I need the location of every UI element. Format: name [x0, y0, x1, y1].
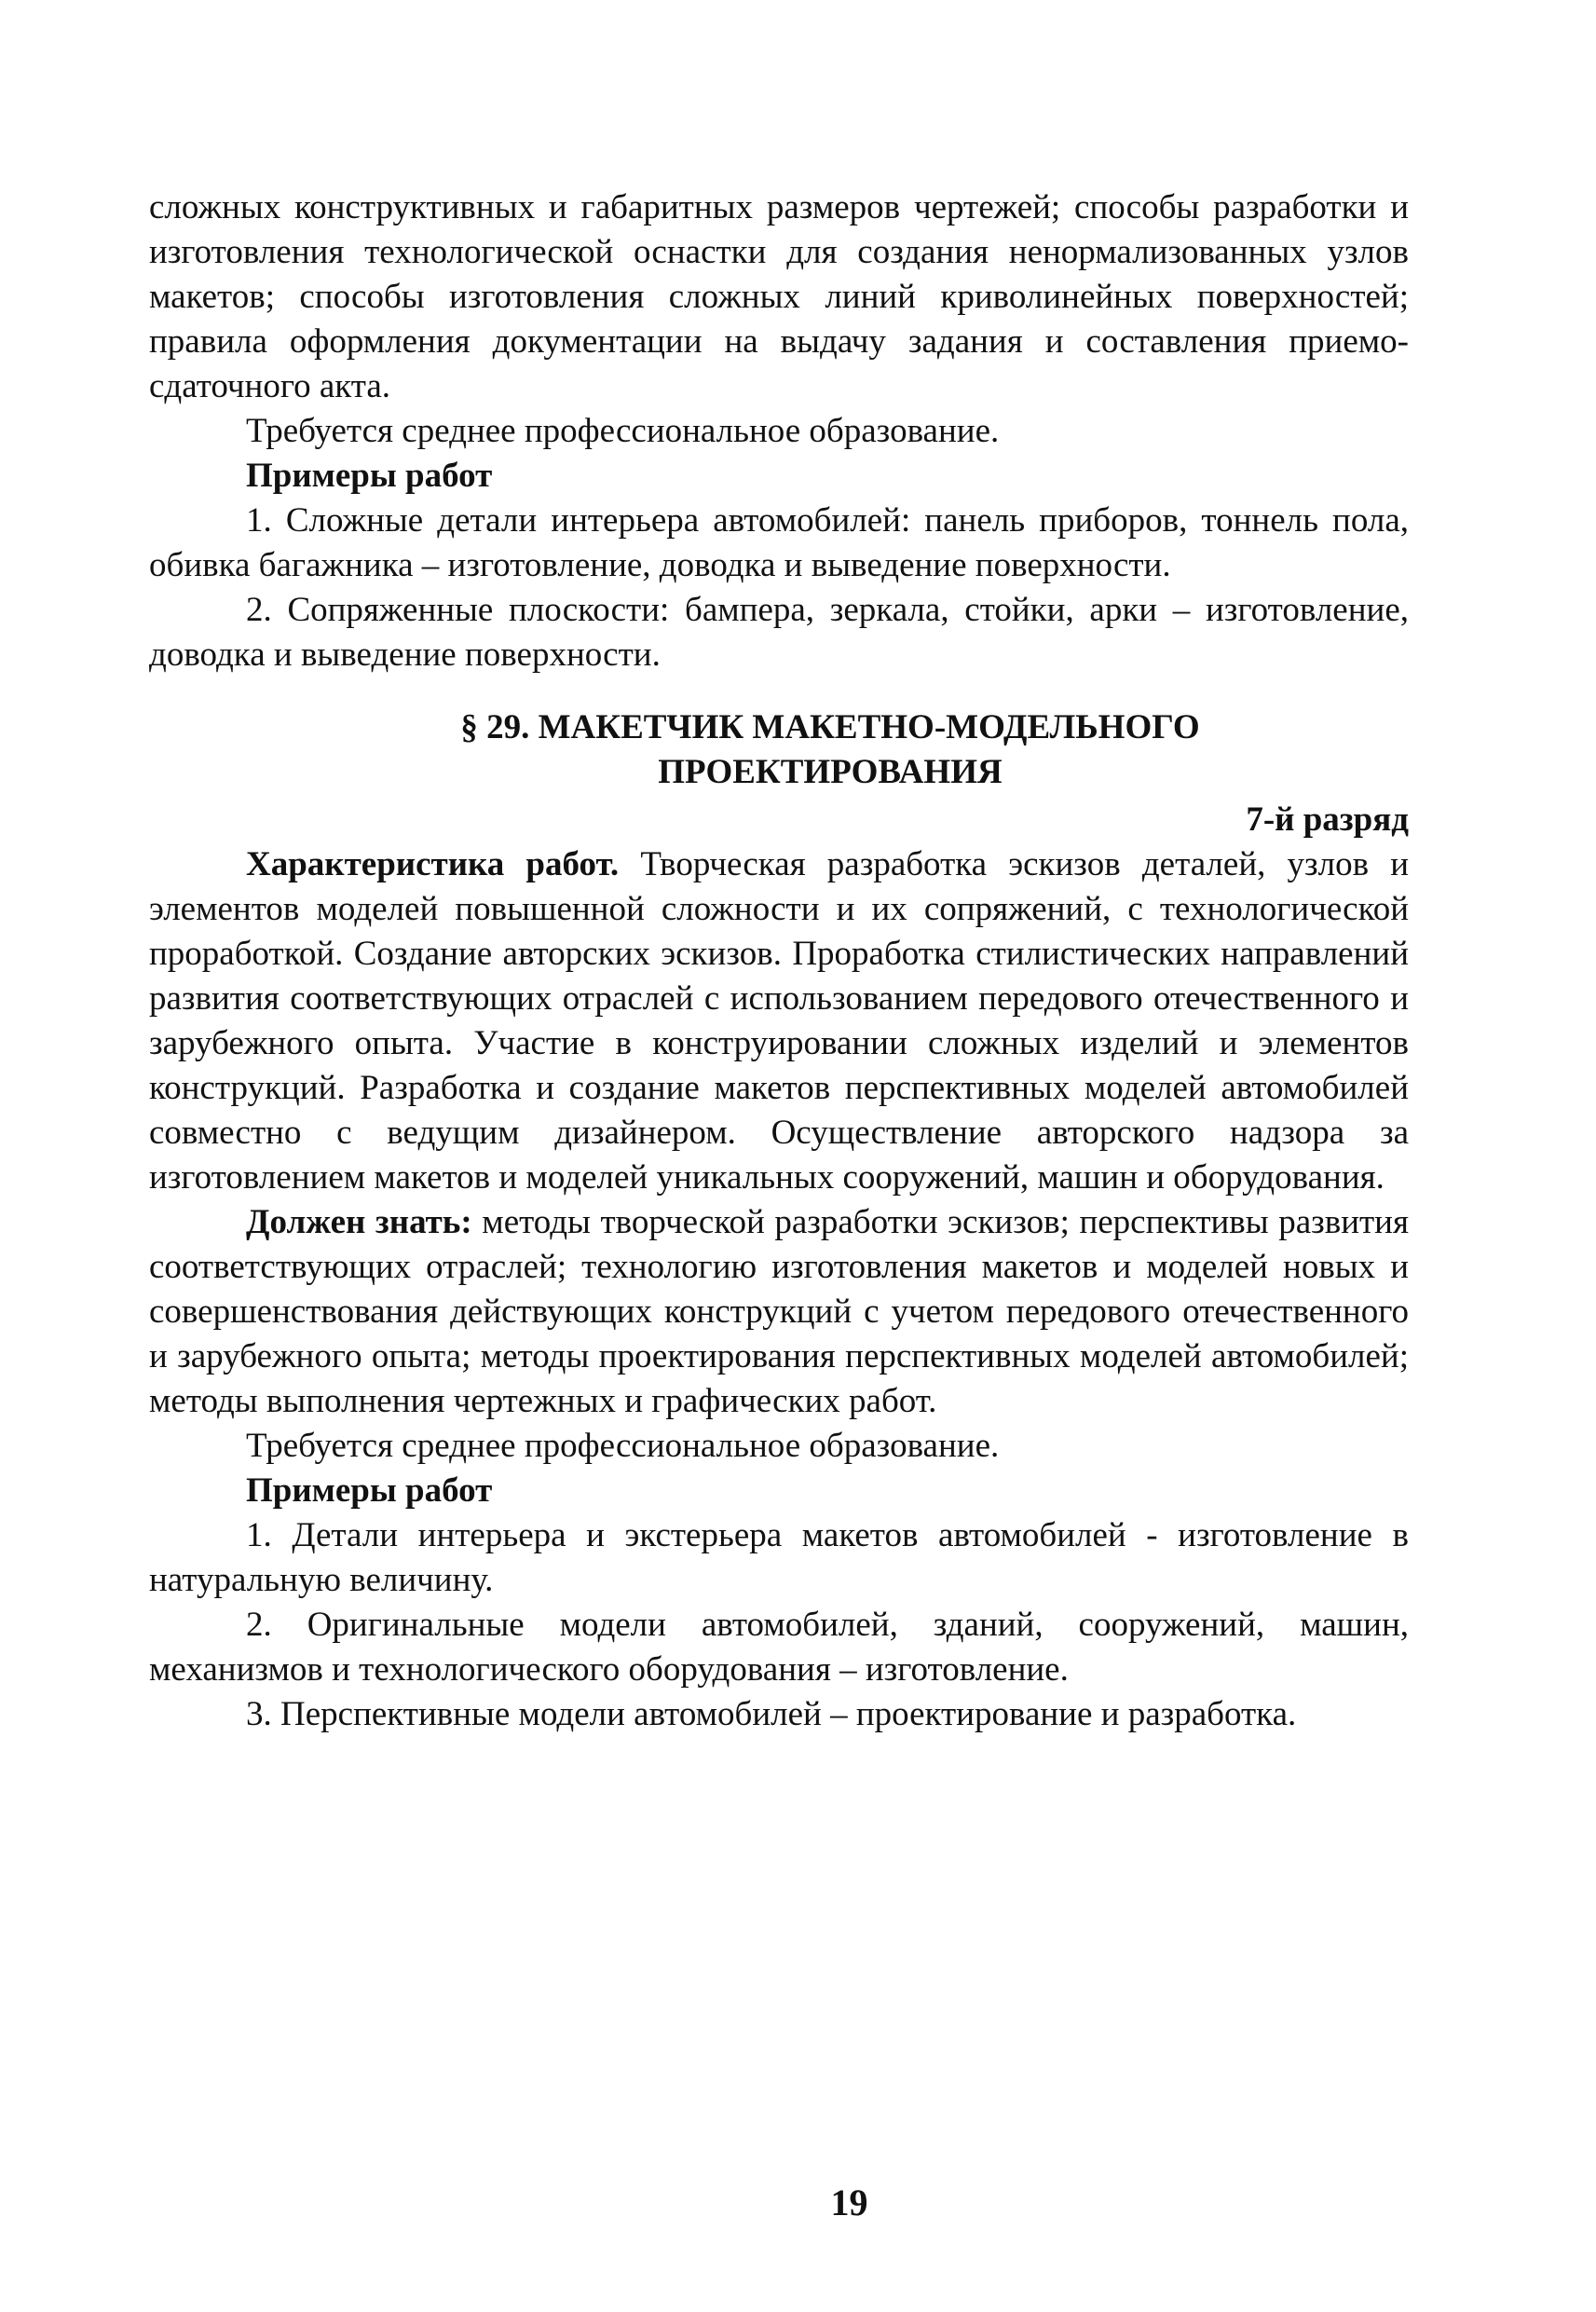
example-item: 2. Оригинальные модели автомобилей, зданий, сооружений, машин, механизмов и технологического оборудования – изготовление.	[149, 1606, 1409, 1689]
section-title-line: ПРОЕКТИРОВАНИЯ	[658, 753, 1003, 791]
example-item: 1. Детали интерьера и экстерьера макетов автомобилей - изготовление в натуральную величину.	[149, 1516, 1409, 1599]
examples-heading: Примеры работ	[246, 1471, 493, 1510]
section-body	[149, 842, 1409, 1737]
section-title	[149, 705, 1409, 795]
education-requirement: Требуется среднее профессиональное образование.	[246, 412, 1000, 450]
knowledge-paragraph	[149, 1200, 1409, 1424]
examples-heading: Примеры работ	[246, 457, 493, 495]
characteristics-paragraph	[149, 842, 1409, 1200]
education-requirement: Требуется среднее профессиональное образование.	[246, 1427, 1000, 1465]
section-title-line: § 29. МАКЕТЧИК МАКЕТНО-МОДЕЛЬНОГО	[460, 708, 1200, 746]
top-section	[149, 185, 1409, 677]
page-number: 19	[830, 2182, 868, 2223]
characteristics-label: Характеристика работ.	[246, 845, 620, 883]
grade-label: 7-й разряд	[1246, 800, 1409, 839]
knowledge-label: Должен знать:	[246, 1203, 472, 1241]
example-item: 2. Сопряженные плоскости: бампера, зеркала, стойки, арки – изготовление, доводка и выведение поверхности.	[149, 591, 1409, 674]
example-item: 3. Перспективные модели автомобилей – проектирование и разработка.	[246, 1695, 1297, 1733]
example-item: 1. Сложные детали интерьера автомобилей: панель приборов, тоннель пола, обивка багажника – изготовление, доводка и выведение поверхности.	[149, 501, 1409, 584]
knowledge-text: методы творческой разработки эскизов; перспективы развития соответствующих отраслей; технологию изготовления макетов и моделей новых и совершенствования действующих конструкций с учетом передового отечественного и зарубежного опыта; методы проектирования перспективных моделей автомобилей; методы выполнения чертежных и графических работ.	[149, 1203, 1409, 1420]
characteristics-text: Творческая разработка эскизов деталей, узлов и элементов моделей повышенной сложности и их сопряжений, с технологической проработкой. Создание авторских эскизов. Проработка стилистических направлений развития соответствующих отраслей с использованием передового отечественного и зарубежного опыта. Участие в конструировании сложных изделий и элементов конструкций. Разработка и создание макетов перспективных моделей автомобилей совместно с ведущим дизайнером. Осуществление авторского надзора за изготовлением макетов и моделей уникальных сооружений, машин и оборудования.	[149, 845, 1410, 1197]
continuation-paragraph: сложных конструктивных и габаритных размеров чертежей; способы разработки и изготовления технологической оснастки для создания ненормализованных узлов макетов; способы изготовления сложных линий криволинейных поверхностей; правила оформления документации на выдачу задания и составления приемо-сдаточного акта.	[149, 188, 1409, 405]
